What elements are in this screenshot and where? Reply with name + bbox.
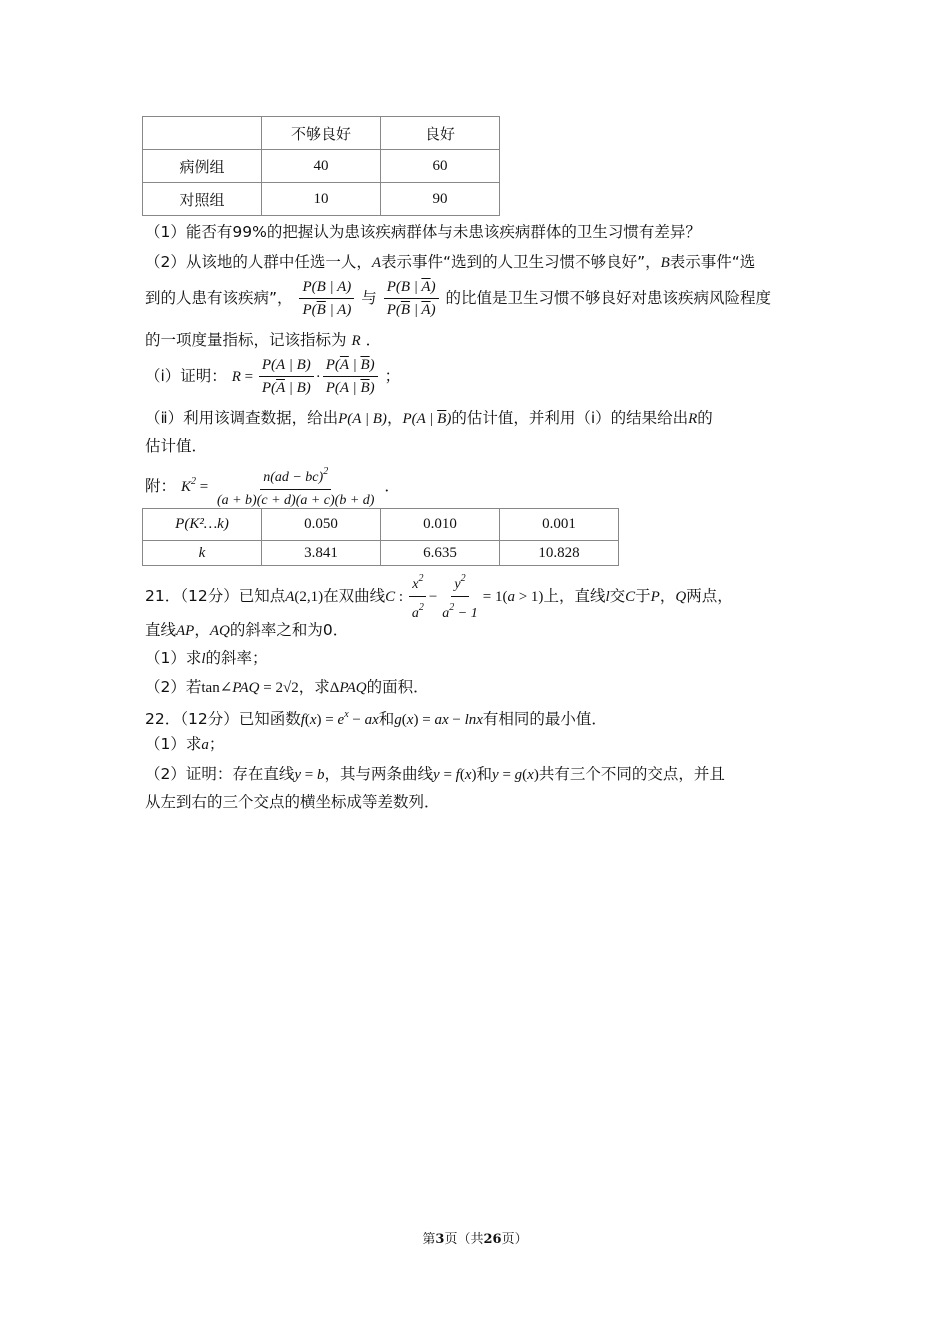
table-cell: 10.828: [500, 541, 619, 566]
q20-part-ii-line1: （ⅱ）利用该调查数据，给出P(A | B)，P(A | $\overline{B}$)的估计值，并利用（ⅰ）的结果给出R的: [145, 409, 713, 427]
table-header-cell: 不够良好: [262, 117, 381, 150]
q21-stem-line2: 直线AP，AQ的斜率之和为0．: [145, 621, 349, 639]
table-header-cell: [143, 117, 262, 150]
table-cell: 90: [381, 183, 500, 216]
page-total: 26: [483, 1232, 502, 1247]
table-header-cell: 良好: [381, 117, 500, 150]
table-hygiene: [142, 116, 500, 216]
table-row: [143, 509, 619, 541]
page-footer: 第3页（共26页）: [422, 1232, 528, 1247]
table-row: [143, 150, 500, 183]
table-critical-values: [142, 508, 619, 566]
table-cell: 3.841: [262, 541, 381, 566]
q20-part-i: （ⅰ）证明： R = $\frac{P(A | B)}{P(\overline{A} | B)}$ · $\frac{P(\overline{A} | \overline{B})}{P(A | \overline{B})}$ ；: [145, 357, 401, 396]
q20-part-ii-line2: 估计值．: [145, 437, 208, 455]
table-cell: 病例组: [143, 150, 262, 183]
q22-stem: 22．（12分）已知函数$f(x) = e^x$ − ax和g(x) = ax − lnx有相同的最小值．: [145, 709, 607, 728]
q22-part2-line2: 从左到右的三个交点的横坐标成等差数列．: [145, 793, 440, 811]
table-row: [143, 541, 619, 566]
q20-part2-line2: 到的人患有该疾病”， $\frac{P(B | A)}{P(\overline{B} | A)}$ 与 $\frac{P(B | \overline{A})}{P(\overline{B} | \overline{A})}$ 的比值是卫生习惯不够良好对患该疾病风险程度: [145, 279, 772, 318]
table-cell: 60: [381, 150, 500, 183]
table-cell: 0.010: [381, 509, 500, 541]
page-number: 3: [435, 1232, 445, 1247]
table-row: [143, 183, 500, 216]
table-cell: 6.635: [381, 541, 500, 566]
q22-part2-line1: （2）证明：存在直线y = b，其与两条曲线y = f(x)和y = g(x)共有三个不同的交点，并且: [145, 765, 725, 783]
q21-part1: （1）求l的斜率；: [145, 649, 268, 667]
q20-part2-line1: （2）从该地的人群中任选一人，A表示事件“选到的人卫生习惯不够良好”，B表示事件“选: [145, 253, 756, 271]
q20-appendix-formula: 附： $K^2$ = $\frac{n(ad - bc)^2}{(a + b)(c + d)(a + c)(b + d)}$ ．: [145, 460, 400, 510]
q22-part1: （1）求a；: [145, 735, 225, 753]
q20-part2-line3: 的一项度量指标，记该指标为 R ．: [145, 331, 382, 349]
table-cell: 0.001: [500, 509, 619, 541]
table-cell: 10: [262, 183, 381, 216]
q21-stem-line1: 21．（12分）已知点A(2,1)在双曲线C : $\frac{x^2}{a^2}$ − $\frac{y^2}{a^2 - 1}$ = 1(a > 1)上，直线l交C于P，Q两点，: [145, 570, 733, 623]
table-cell: 40: [262, 150, 381, 183]
table-header-cell: P(K²…k): [143, 509, 262, 541]
table-cell: 对照组: [143, 183, 262, 216]
table-header-cell: k: [143, 541, 262, 566]
table-cell: 0.050: [262, 509, 381, 541]
q20-part1: （1）能否有99%的把握认为患该疾病群体与未患该疾病群体的卫生习惯有差异？: [145, 223, 701, 241]
q21-part2: （2）若tan∠PAQ = 2√2，求ΔPAQ的面积．: [145, 678, 429, 696]
